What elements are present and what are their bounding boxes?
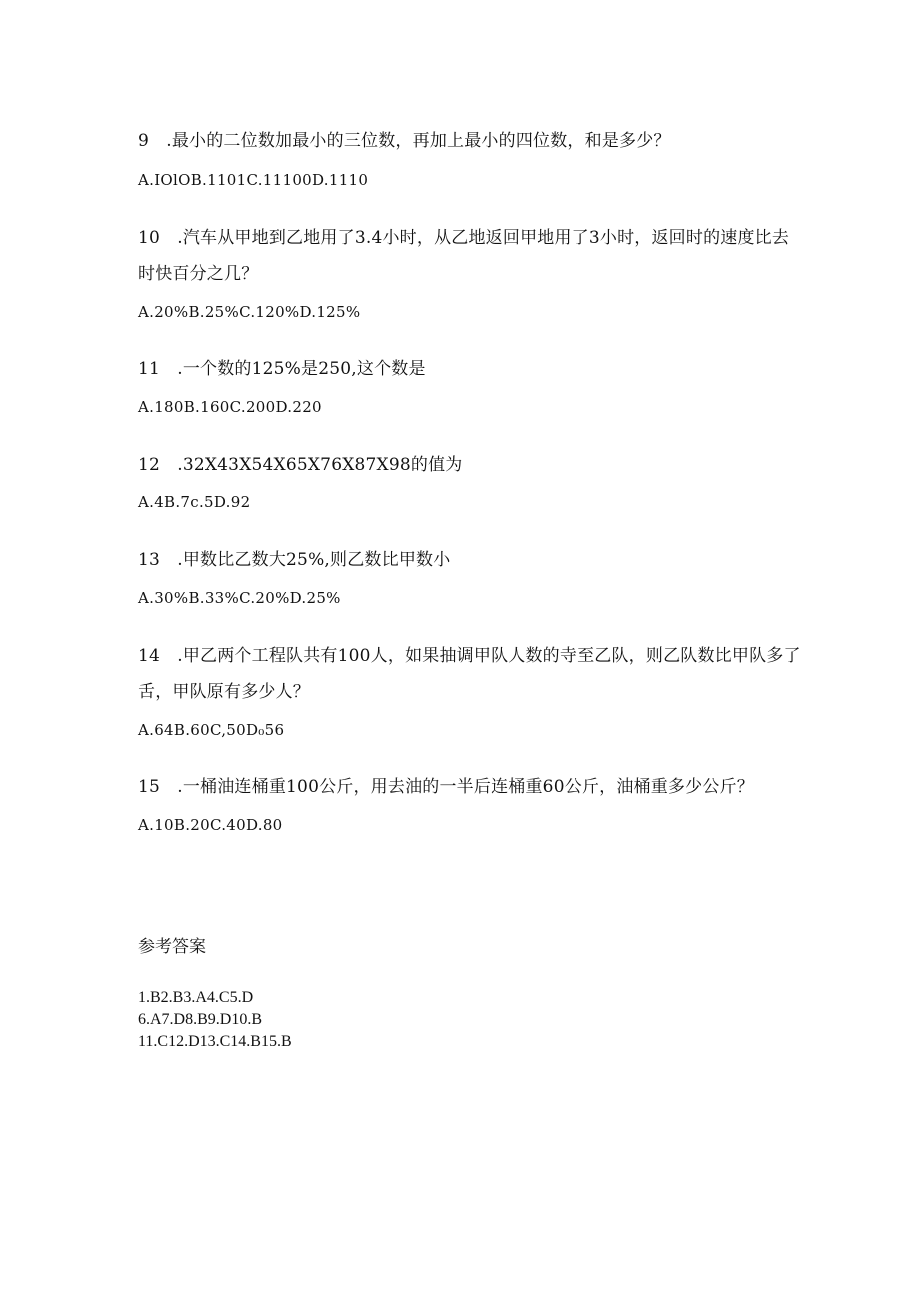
question-12-options: A.4B.7c.5D.92 [138,493,251,511]
question-10-text-line-2: 时快百分之几？ [138,264,259,284]
question-13-options: A.30%B.33%C.20%D.25% [138,589,341,607]
question-11-text: 11 .一个数的125%是250,这个数是 [138,359,426,379]
answers-line-3: 11.C12.D13.C14.B15.B [138,1033,292,1050]
question-14-text-line-1: 14 .甲乙两个工程队共有100人，如果抽调甲队人数的寺至乙队，则乙队数比甲队多了 [138,646,801,666]
answers-title: 参考答案 [138,937,206,957]
answers-line-2: 6.A7.D8.B9.D10.B [138,1011,263,1028]
question-12-text: 12 .32X43X54X65X76X87X98的值为 [138,455,463,475]
question-11-options: A.180B.160C.200D.220 [138,398,322,416]
answers-line-1: 1.B2.B3.A4.C5.D [138,989,254,1006]
question-13-text: 13 .甲数比乙数大25%,则乙数比甲数小 [138,550,451,570]
question-14-text-line-2: 舌，甲队原有多少人？ [138,682,310,702]
question-10-options: A.20%B.25%C.120%D.125% [138,303,361,321]
question-9-text: 9 .最小的二位数加最小的三位数，再加上最小的四位数，和是多少？ [138,131,671,151]
question-15-options: A.10B.20C.40D.80 [138,816,283,834]
question-10-text-line-1: 10 .汽车从甲地到乙地用了3.4小时，从乙地返回甲地用了3小时，返回时的速度比去 [138,228,790,248]
question-14-options: A.64B.60C,50D₀56 [138,721,285,739]
question-9-options: A.IOlOB.1101C.11100D.1110 [138,171,369,189]
question-15-text: 15 .一桶油连桶重100公斤，用去油的一半后连桶重60公斤，油桶重多少公斤？ [138,777,754,797]
